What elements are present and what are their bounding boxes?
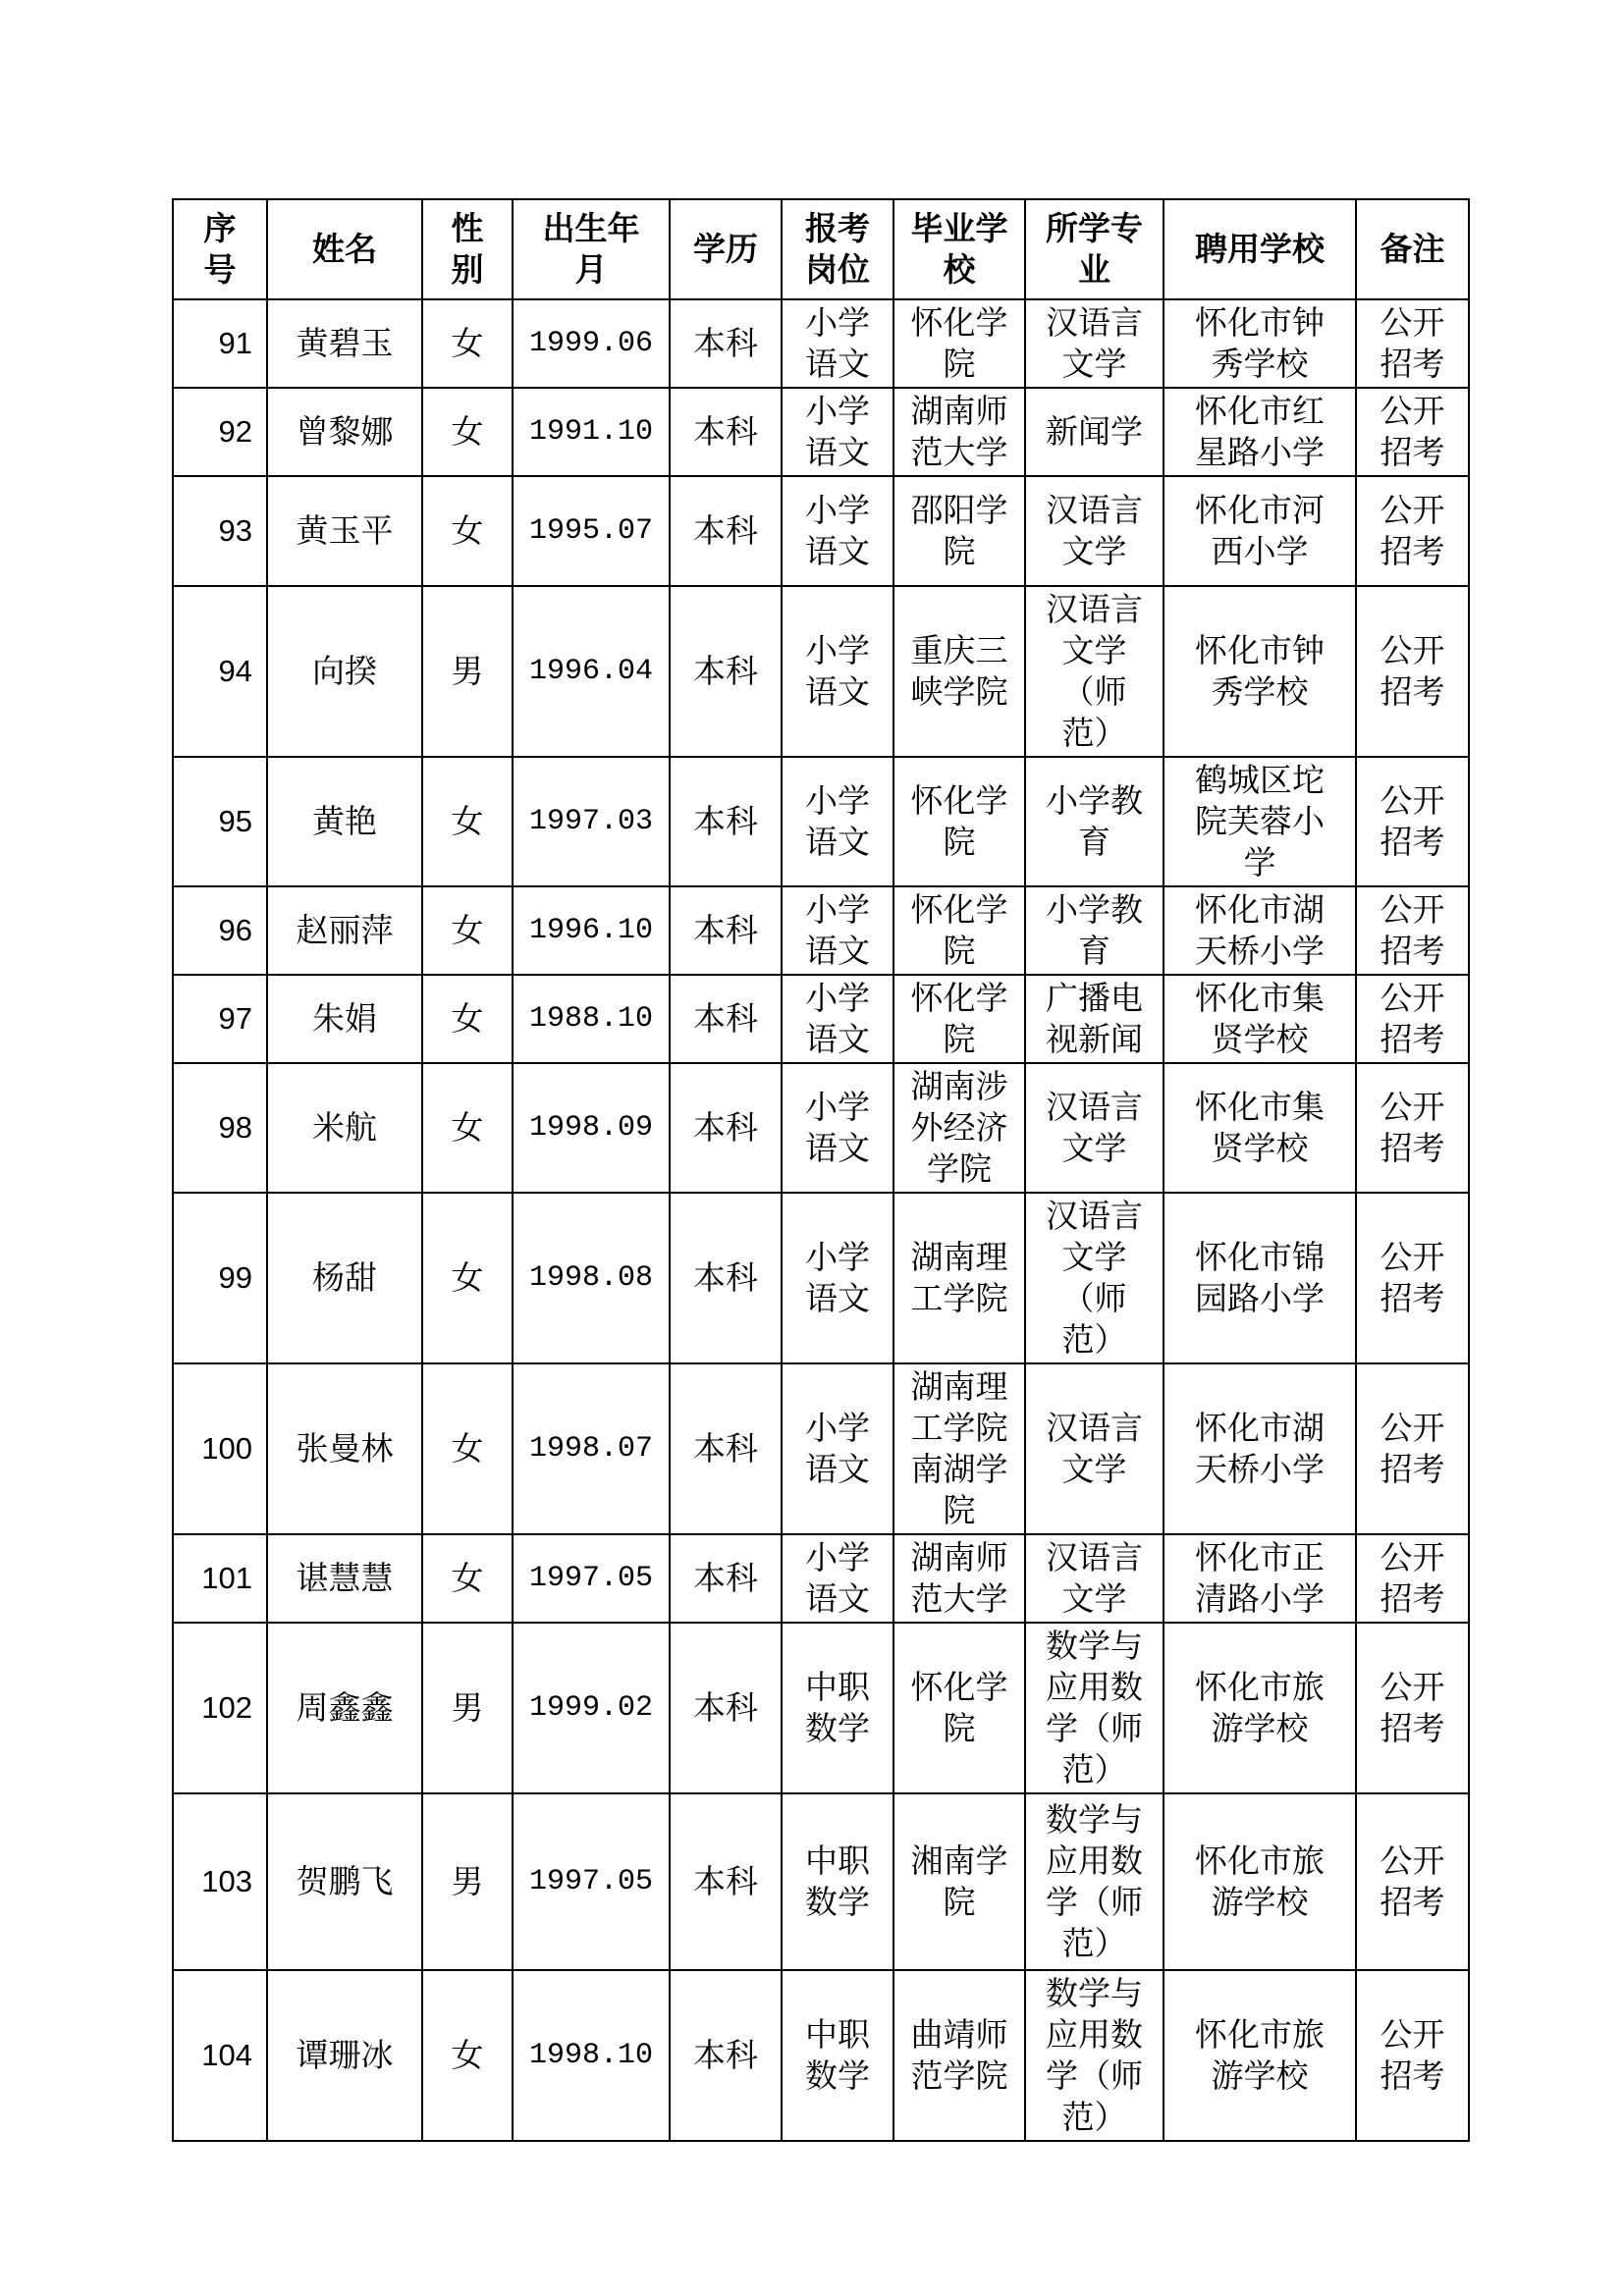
table-row	[173, 1623, 1469, 1793]
cell-gender: 女	[422, 299, 513, 388]
cell-remark: 公开 招考	[1356, 1534, 1469, 1623]
cell-gender: 女	[422, 388, 513, 476]
header-birth: 出生年 月	[513, 199, 670, 299]
cell-education: 本科	[670, 757, 782, 886]
cell-school: 怀化学 院	[893, 886, 1025, 975]
cell-employer: 怀化市集 贤学校	[1164, 1063, 1356, 1193]
cell-post: 小学 语文	[782, 299, 893, 388]
header-post: 报考 岗位	[782, 199, 893, 299]
cell-no: 102	[173, 1623, 267, 1793]
cell-name: 谌慧慧	[267, 1534, 422, 1623]
cell-post: 小学 语文	[782, 757, 893, 886]
cell-birth: 1998.10	[513, 1970, 670, 2141]
header-remark: 备注	[1356, 199, 1469, 299]
cell-name: 向揆	[267, 586, 422, 757]
cell-school: 湖南涉 外经济 学院	[893, 1063, 1025, 1193]
cell-no: 100	[173, 1363, 267, 1534]
cell-post: 小学 语文	[782, 1063, 893, 1193]
cell-remark: 公开 招考	[1356, 476, 1469, 586]
cell-major: 数学与 应用数 学（师 范）	[1025, 1793, 1164, 1970]
table-row	[173, 1970, 1469, 2141]
cell-gender: 男	[422, 586, 513, 757]
cell-employer: 怀化市河 西小学	[1164, 476, 1356, 586]
cell-school: 怀化学 院	[893, 1623, 1025, 1793]
header-no: 序 号	[173, 199, 267, 299]
cell-gender: 女	[422, 1193, 513, 1363]
table-row	[173, 1793, 1469, 1970]
cell-birth: 1998.09	[513, 1063, 670, 1193]
cell-remark: 公开 招考	[1356, 586, 1469, 757]
header-major: 所学专 业	[1025, 199, 1164, 299]
cell-name: 黄玉平	[267, 476, 422, 586]
cell-remark: 公开 招考	[1356, 1793, 1469, 1970]
cell-no: 99	[173, 1193, 267, 1363]
cell-gender: 女	[422, 476, 513, 586]
cell-school: 湖南师 范大学	[893, 1534, 1025, 1623]
cell-name: 张曼林	[267, 1363, 422, 1534]
cell-post: 中职 数学	[782, 1793, 893, 1970]
header-education: 学历	[670, 199, 782, 299]
cell-gender: 女	[422, 1534, 513, 1623]
cell-no: 97	[173, 975, 267, 1063]
cell-employer: 怀化市钟 秀学校	[1164, 586, 1356, 757]
cell-no: 104	[173, 1970, 267, 2141]
cell-birth: 1997.05	[513, 1793, 670, 1970]
cell-birth: 1999.02	[513, 1623, 670, 1793]
cell-school: 湖南理 工学院	[893, 1193, 1025, 1363]
cell-post: 小学 语文	[782, 476, 893, 586]
cell-remark: 公开 招考	[1356, 886, 1469, 975]
cell-major: 数学与 应用数 学（师 范）	[1025, 1970, 1164, 2141]
recruitment-table	[172, 198, 1470, 2142]
cell-gender: 女	[422, 757, 513, 886]
cell-education: 本科	[670, 1363, 782, 1534]
cell-birth: 1998.08	[513, 1193, 670, 1363]
cell-gender: 男	[422, 1793, 513, 1970]
cell-post: 小学 语文	[782, 975, 893, 1063]
cell-name: 杨甜	[267, 1193, 422, 1363]
cell-remark: 公开 招考	[1356, 975, 1469, 1063]
cell-gender: 男	[422, 1623, 513, 1793]
cell-name: 朱娟	[267, 975, 422, 1063]
cell-remark: 公开 招考	[1356, 1623, 1469, 1793]
cell-education: 本科	[670, 886, 782, 975]
table-row	[173, 1063, 1469, 1193]
cell-no: 98	[173, 1063, 267, 1193]
header-gender: 性 别	[422, 199, 513, 299]
cell-education: 本科	[670, 586, 782, 757]
cell-employer: 怀化市锦 园路小学	[1164, 1193, 1356, 1363]
cell-no: 96	[173, 886, 267, 975]
cell-school: 曲靖师 范学院	[893, 1970, 1025, 2141]
cell-no: 103	[173, 1793, 267, 1970]
cell-birth: 1995.07	[513, 476, 670, 586]
cell-post: 小学 语文	[782, 1363, 893, 1534]
cell-no: 92	[173, 388, 267, 476]
cell-education: 本科	[670, 1063, 782, 1193]
cell-school: 怀化学 院	[893, 299, 1025, 388]
cell-birth: 1991.10	[513, 388, 670, 476]
cell-school: 湘南学 院	[893, 1793, 1025, 1970]
cell-no: 101	[173, 1534, 267, 1623]
cell-education: 本科	[670, 1793, 782, 1970]
cell-no: 91	[173, 299, 267, 388]
cell-employer: 怀化市旅 游学校	[1164, 1970, 1356, 2141]
cell-remark: 公开 招考	[1356, 757, 1469, 886]
cell-remark: 公开 招考	[1356, 1970, 1469, 2141]
table-row	[173, 1534, 1469, 1623]
cell-birth: 1998.07	[513, 1363, 670, 1534]
cell-school: 湖南师 范大学	[893, 388, 1025, 476]
table-row	[173, 476, 1469, 586]
cell-major: 小学教 育	[1025, 886, 1164, 975]
cell-education: 本科	[670, 975, 782, 1063]
table-row	[173, 388, 1469, 476]
table-row	[173, 975, 1469, 1063]
cell-major: 汉语言 文学	[1025, 1534, 1164, 1623]
cell-birth: 1997.05	[513, 1534, 670, 1623]
cell-post: 中职 数学	[782, 1970, 893, 2141]
cell-name: 黄艳	[267, 757, 422, 886]
cell-post: 小学 语文	[782, 886, 893, 975]
cell-school: 邵阳学 院	[893, 476, 1025, 586]
cell-education: 本科	[670, 299, 782, 388]
cell-school: 湖南理 工学院 南湖学 院	[893, 1363, 1025, 1534]
cell-post: 小学 语文	[782, 1193, 893, 1363]
cell-gender: 女	[422, 886, 513, 975]
cell-employer: 怀化市湖 天桥小学	[1164, 1363, 1356, 1534]
cell-major: 汉语言 文学 （师 范）	[1025, 1193, 1164, 1363]
cell-major: 汉语言 文学	[1025, 299, 1164, 388]
cell-remark: 公开 招考	[1356, 388, 1469, 476]
cell-no: 95	[173, 757, 267, 886]
cell-post: 小学 语文	[782, 1534, 893, 1623]
cell-school: 怀化学 院	[893, 757, 1025, 886]
cell-no: 93	[173, 476, 267, 586]
cell-major: 汉语言 文学	[1025, 476, 1164, 586]
cell-post: 中职 数学	[782, 1623, 893, 1793]
cell-remark: 公开 招考	[1356, 299, 1469, 388]
cell-education: 本科	[670, 476, 782, 586]
cell-major: 汉语言 文学	[1025, 1363, 1164, 1534]
cell-birth: 1996.10	[513, 886, 670, 975]
table-row	[173, 1193, 1469, 1363]
cell-employer: 鹤城区坨 院芙蓉小 学	[1164, 757, 1356, 886]
table-row	[173, 299, 1469, 388]
cell-name: 谭珊冰	[267, 1970, 422, 2141]
cell-employer: 怀化市旅 游学校	[1164, 1623, 1356, 1793]
cell-remark: 公开 招考	[1356, 1193, 1469, 1363]
table-row	[173, 886, 1469, 975]
table-row	[173, 757, 1469, 886]
cell-employer: 怀化市钟 秀学校	[1164, 299, 1356, 388]
cell-birth: 1999.06	[513, 299, 670, 388]
cell-employer: 怀化市湖 天桥小学	[1164, 886, 1356, 975]
cell-school: 重庆三 峡学院	[893, 586, 1025, 757]
cell-employer: 怀化市集 贤学校	[1164, 975, 1356, 1063]
table-row	[173, 586, 1469, 757]
cell-employer: 怀化市正 清路小学	[1164, 1534, 1356, 1623]
cell-name: 贺鹏飞	[267, 1793, 422, 1970]
cell-name: 周鑫鑫	[267, 1623, 422, 1793]
header-employer: 聘用学校	[1164, 199, 1356, 299]
cell-birth: 1997.03	[513, 757, 670, 886]
header-row	[173, 199, 1469, 299]
cell-remark: 公开 招考	[1356, 1063, 1469, 1193]
cell-education: 本科	[670, 1534, 782, 1623]
cell-gender: 女	[422, 1063, 513, 1193]
cell-birth: 1996.04	[513, 586, 670, 757]
cell-school: 怀化学 院	[893, 975, 1025, 1063]
cell-name: 赵丽萍	[267, 886, 422, 975]
cell-name: 米航	[267, 1063, 422, 1193]
cell-major: 汉语言 文学 （师 范）	[1025, 586, 1164, 757]
cell-gender: 女	[422, 1970, 513, 2141]
cell-education: 本科	[670, 1623, 782, 1793]
cell-education: 本科	[670, 388, 782, 476]
cell-education: 本科	[670, 1970, 782, 2141]
cell-major: 广播电 视新闻	[1025, 975, 1164, 1063]
cell-major: 新闻学	[1025, 388, 1164, 476]
cell-employer: 怀化市红 星路小学	[1164, 388, 1356, 476]
cell-remark: 公开 招考	[1356, 1363, 1469, 1534]
header-name: 姓名	[267, 199, 422, 299]
cell-employer: 怀化市旅 游学校	[1164, 1793, 1356, 1970]
cell-education: 本科	[670, 1193, 782, 1363]
cell-no: 94	[173, 586, 267, 757]
cell-name: 黄碧玉	[267, 299, 422, 388]
cell-name: 曾黎娜	[267, 388, 422, 476]
cell-major: 汉语言 文学	[1025, 1063, 1164, 1193]
header-school: 毕业学 校	[893, 199, 1025, 299]
cell-birth: 1988.10	[513, 975, 670, 1063]
cell-post: 小学 语文	[782, 388, 893, 476]
cell-gender: 女	[422, 1363, 513, 1534]
cell-major: 小学教 育	[1025, 757, 1164, 886]
table-row	[173, 1363, 1469, 1534]
cell-major: 数学与 应用数 学（师 范）	[1025, 1623, 1164, 1793]
cell-gender: 女	[422, 975, 513, 1063]
cell-post: 小学 语文	[782, 586, 893, 757]
